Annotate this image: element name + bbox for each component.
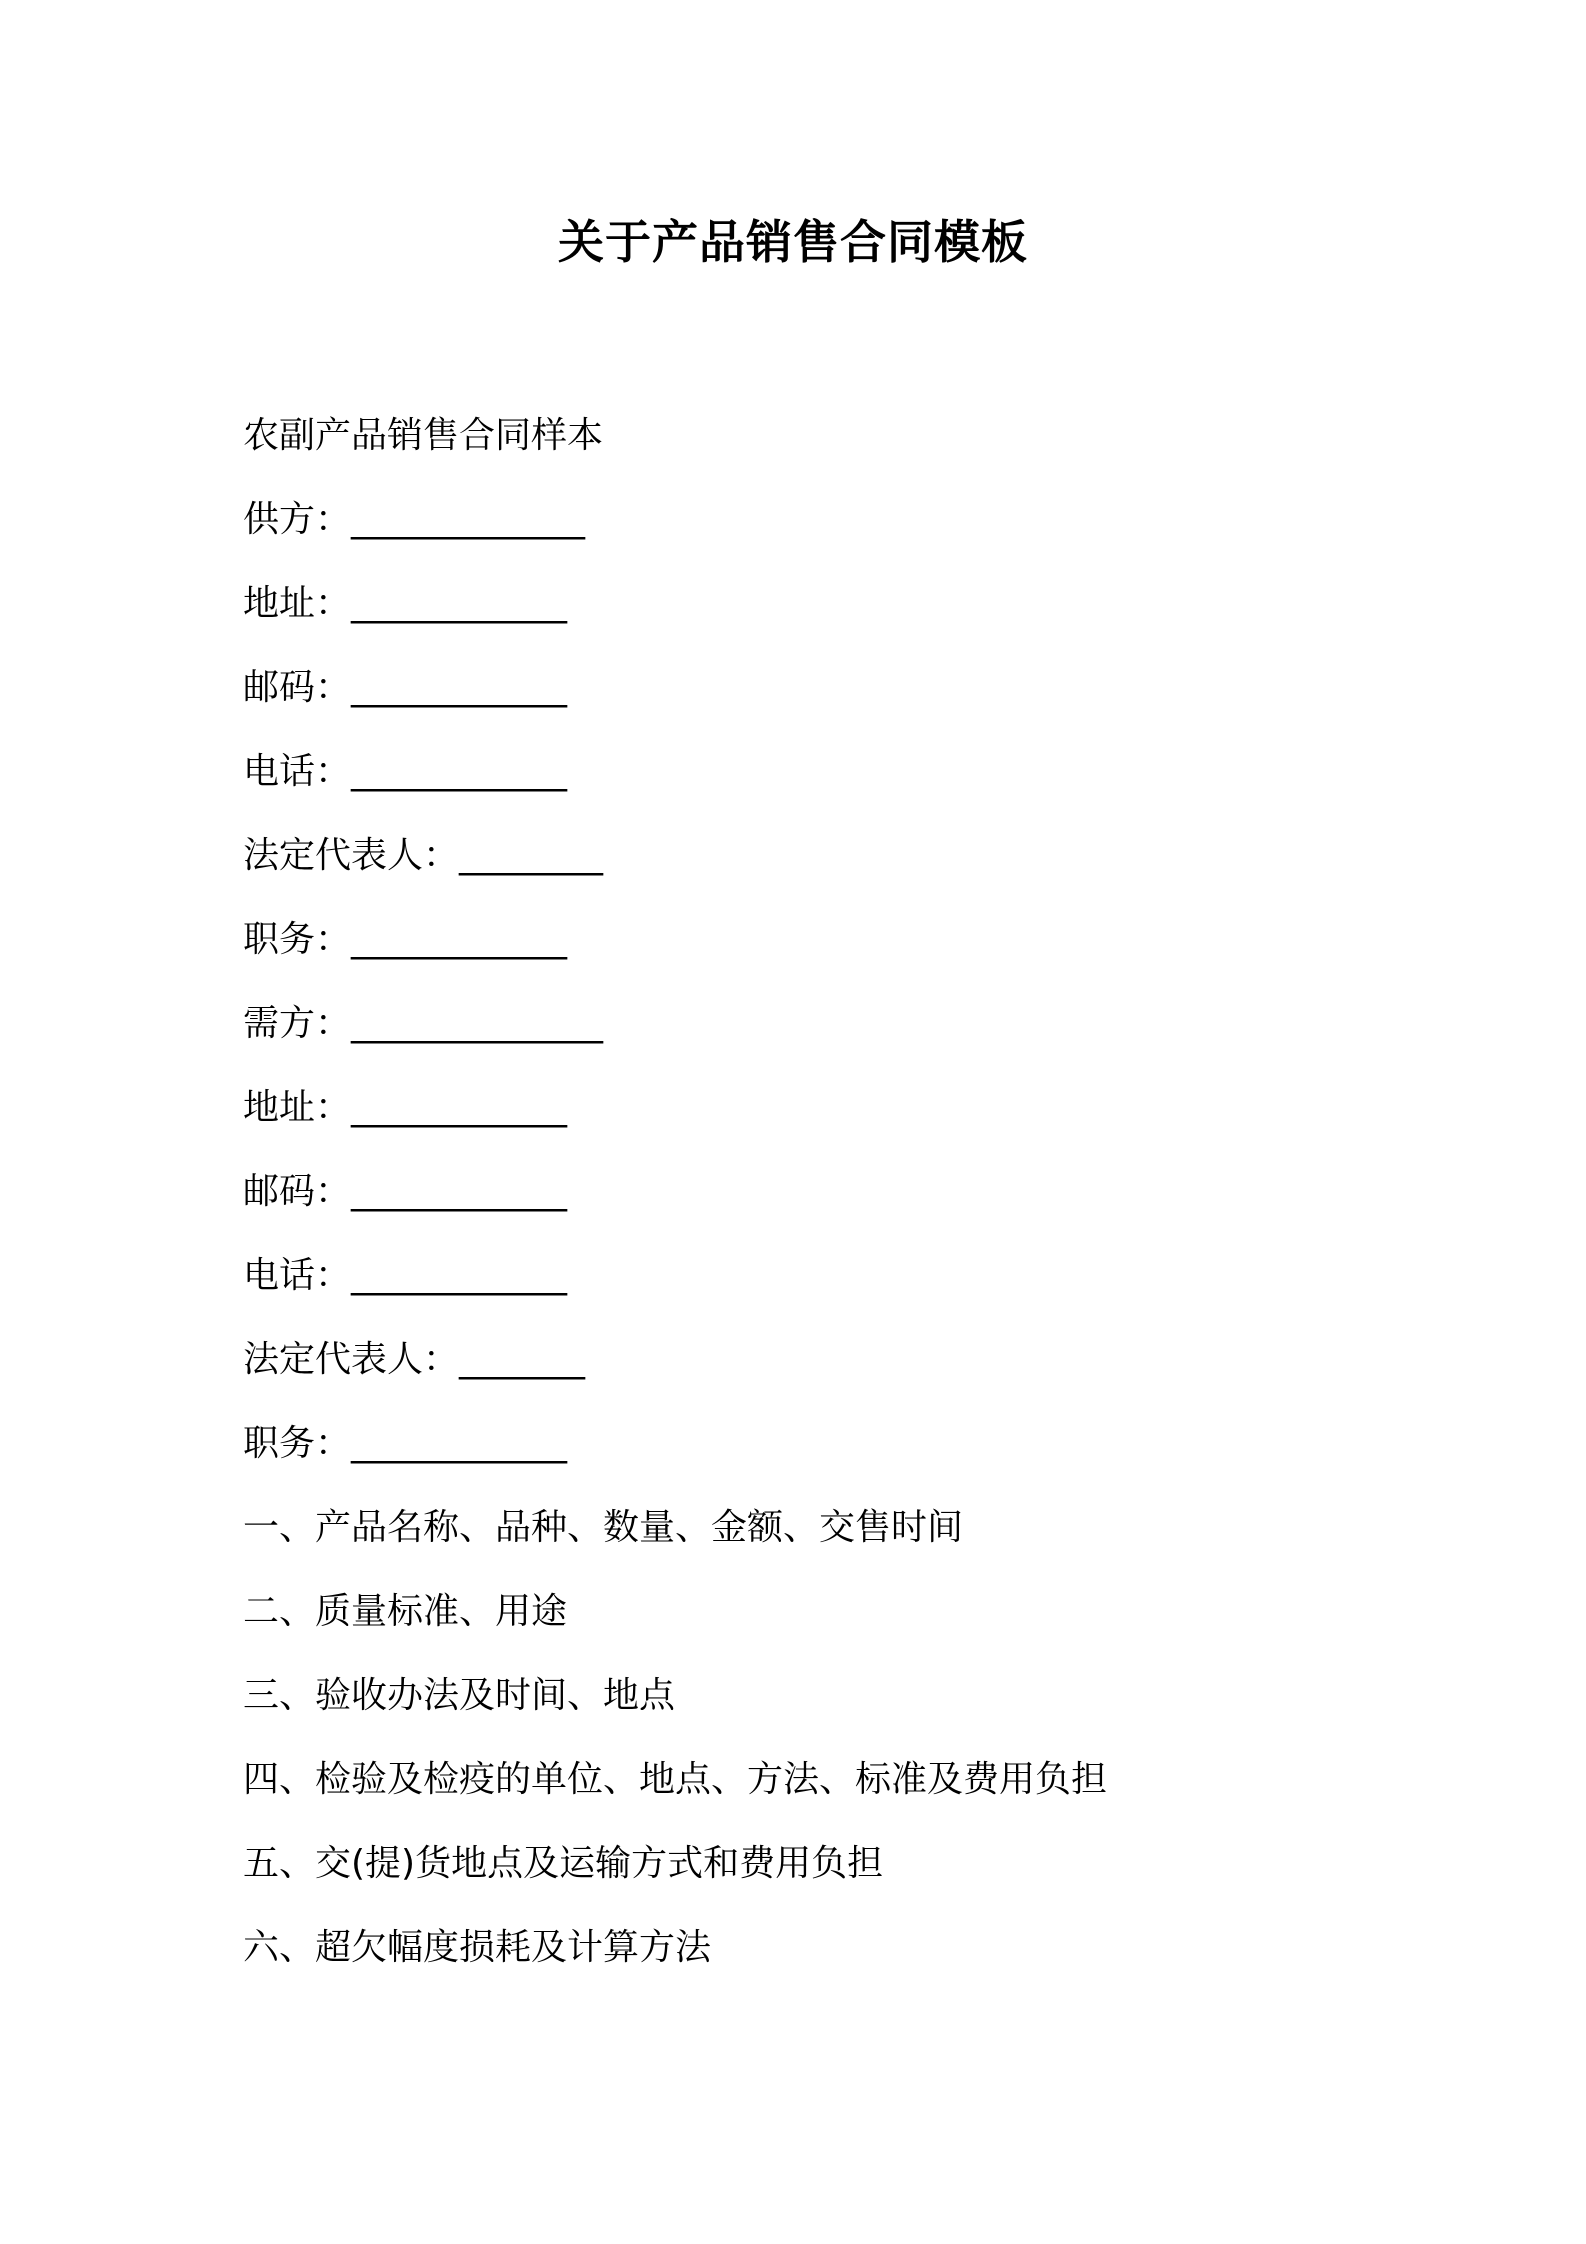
buyer-position-field: 职务：____________ (243, 1423, 568, 1464)
buyer-field: 需方：______________ (243, 1003, 604, 1044)
document-subtitle: 农副产品销售合同样本 (243, 415, 604, 456)
supplier-phone-field: 电话：____________ (243, 751, 568, 792)
buyer-address-field: 地址：____________ (243, 1087, 568, 1128)
document-title: 关于产品销售合同模板 (558, 215, 1028, 269)
document-body (243, 410, 1443, 2006)
section-heading-6: 六、超欠幅度损耗及计算方法 (243, 1927, 712, 1968)
section-heading-3: 三、验收办法及时间、地点 (243, 1675, 676, 1716)
section-heading-2: 二、质量标准、用途 (243, 1591, 568, 1632)
section-heading-5: 五、交(提)货地点及运输方式和费用负担 (243, 1843, 884, 1884)
supplier-legal-rep-field: 法定代表人：________ (243, 835, 604, 876)
section-heading-4: 四、检验及检疫的单位、地点、方法、标准及费用负担 (243, 1759, 1108, 1800)
buyer-legal-rep-field: 法定代表人：_______ (243, 1339, 586, 1380)
supplier-postcode-field: 邮码：____________ (243, 667, 568, 708)
buyer-postcode-field: 邮码：____________ (243, 1171, 568, 1212)
section-heading-1: 一、产品名称、品种、数量、金额、交售时间 (243, 1507, 964, 1548)
supplier-address-field: 地址：____________ (243, 583, 568, 624)
supplier-field: 供方：_____________ (243, 499, 586, 540)
supplier-position-field: 职务：____________ (243, 919, 568, 960)
buyer-phone-field: 电话：____________ (243, 1255, 568, 1296)
